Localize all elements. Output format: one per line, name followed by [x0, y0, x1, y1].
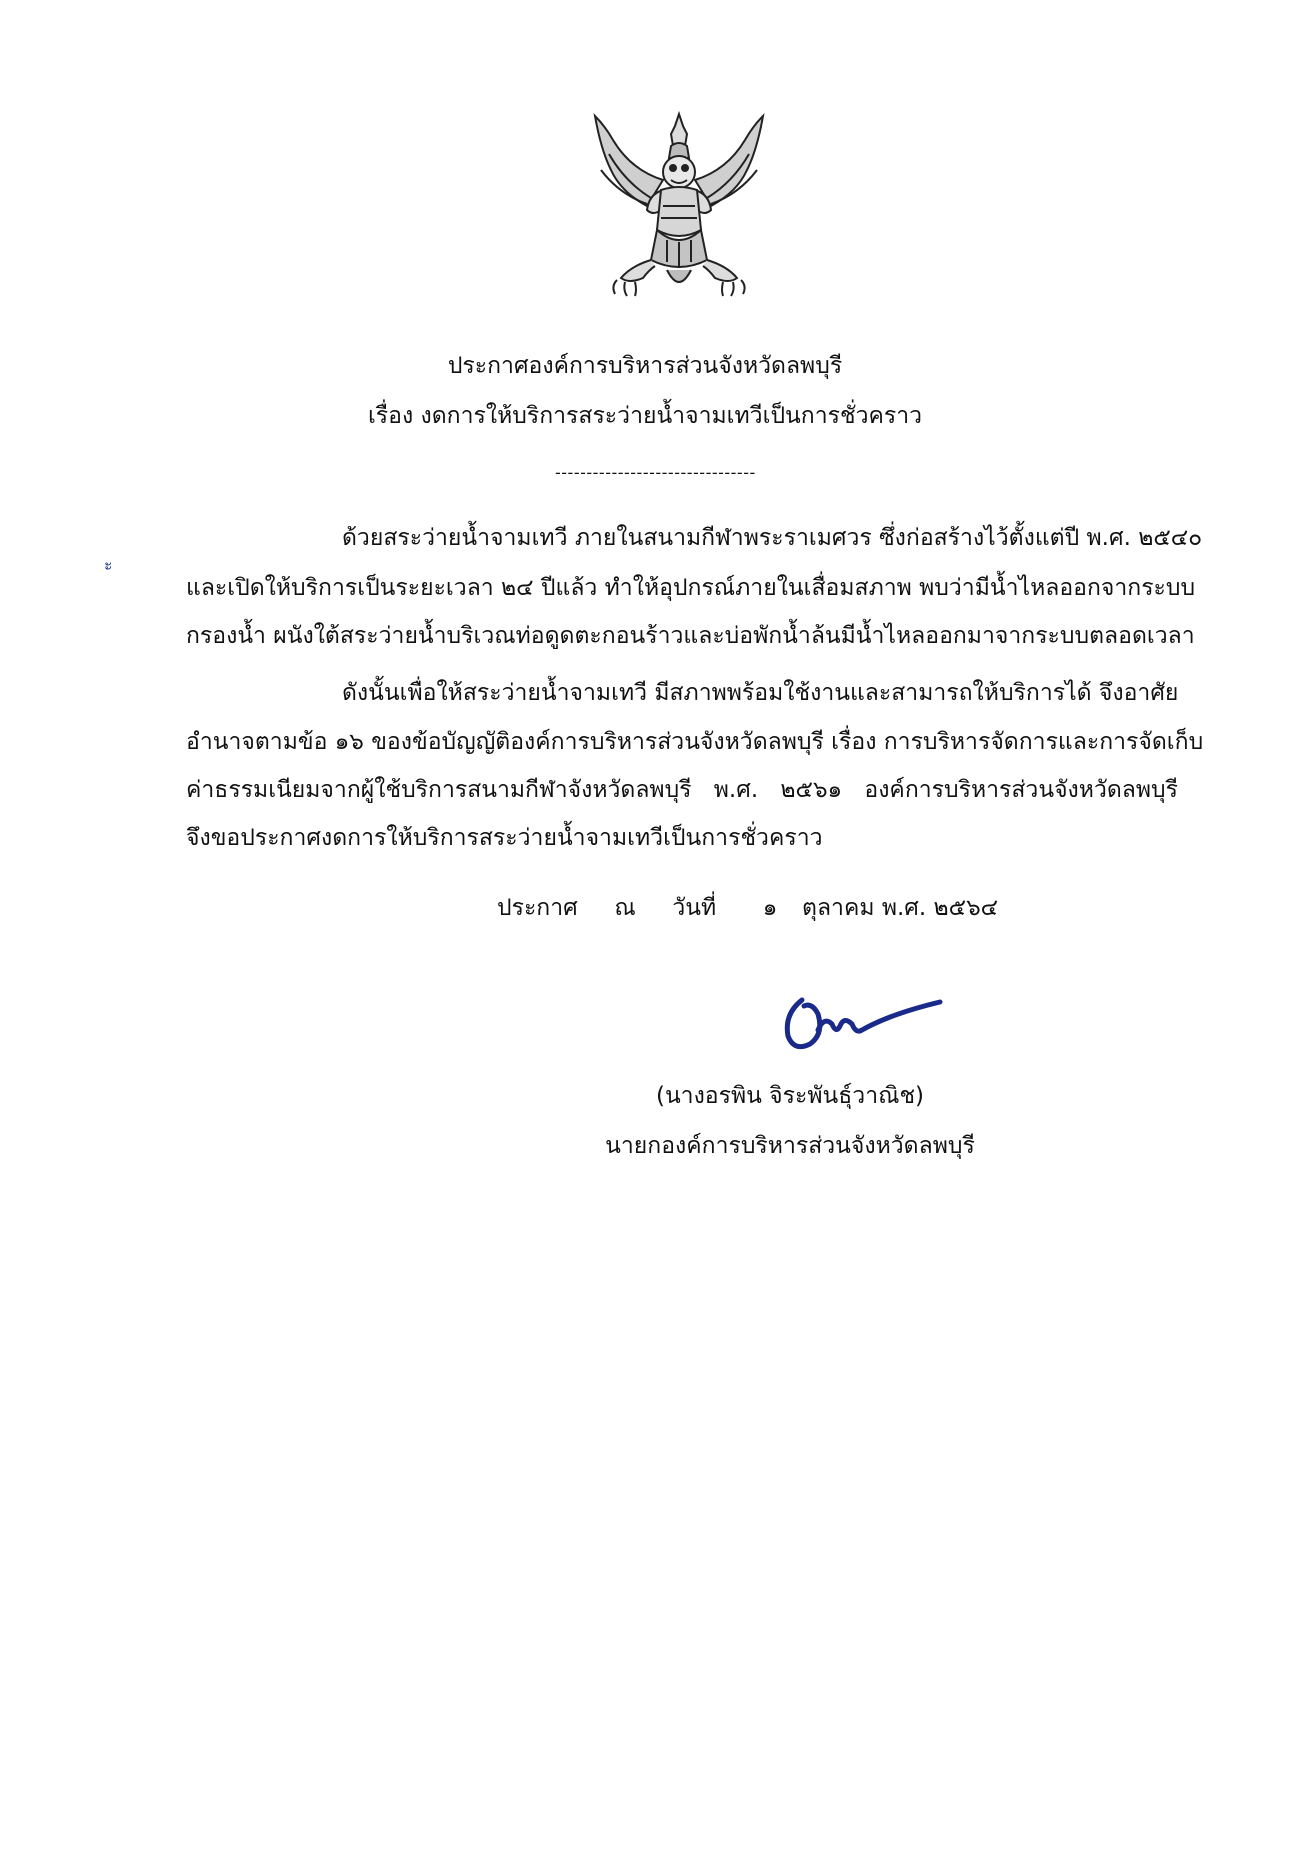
garuda-emblem-icon [591, 110, 767, 300]
paragraph1-line2: และเปิดให้บริการเป็นระยะเวลา ๒๔ ปีแล้ว ทำให้อุปกรณ์ภายในเสื่อมสภาพ พบว่ามีน้ำไหลออกจากระบบ [186, 575, 1196, 601]
signature-icon [780, 990, 945, 1060]
dated-at: ณ [614, 895, 636, 921]
announcement-title: ประกาศองค์การบริหารส่วนจังหวัดลพบุรี [447, 353, 843, 379]
dated-day: ๑ [762, 895, 778, 921]
page-mark: ะ [104, 555, 113, 574]
signer-name: (นางอรพิน จิระพันธุ์วาณิช) [655, 1083, 925, 1109]
paragraph1-line3: กรองน้ำ ผนังใต้สระว่ายน้ำบริเวณท่อดูดตะกอนร้าวและบ่อพักน้ำล้นมีน้ำไหลออกมาจากระบบตลอดเวลา [186, 623, 1195, 649]
paragraph2-line1: ดังนั้นเพื่อให้สระว่ายน้ำจามเทวี มีสภาพพร้อมใช้งานและสามารถให้บริการได้ จึงอาศัย [342, 680, 1179, 706]
paragraph1-line1: ด้วยสระว่ายน้ำจามเทวี ภายในสนามกีฬาพระราเมศวร ซึ่งก่อสร้างไว้ตั้งแต่ปี พ.ศ. ๒๕๔๐ [342, 525, 1203, 551]
dated-label: ประกาศ [497, 895, 578, 921]
paragraph2-line2: อำนาจตามข้อ ๑๖ ของข้อบัญญัติองค์การบริหารส่วนจังหวัดลพบุรี เรื่อง การบริหารจัดการและการจัดเก็บ [186, 729, 1204, 755]
signer-position: นายกองค์การบริหารส่วนจังหวัดลพบุรี [605, 1133, 975, 1159]
dated-month-year: ตุลาคม พ.ศ. ๒๕๖๔ [802, 895, 999, 921]
dated-day-label: วันที่ [672, 895, 717, 921]
divider-line: -------------------------------- [555, 463, 756, 482]
paragraph2-line4: จึงขอประกาศงดการให้บริการสระว่ายน้ำจามเทวีเป็นการชั่วคราว [186, 825, 823, 851]
announcement-subject: เรื่อง งดการให้บริการสระว่ายน้ำจามเทวีเป็นการชั่วคราว [367, 403, 923, 429]
date-line [497, 892, 998, 924]
paragraph2-line3: ค่าธรรมเนียมจากผู้ใช้บริการสนามกีฬาจังหวัดลพบุรี พ.ศ. ๒๕๖๑ องค์การบริหารส่วนจังหวัดลพบุรี [186, 777, 1178, 803]
